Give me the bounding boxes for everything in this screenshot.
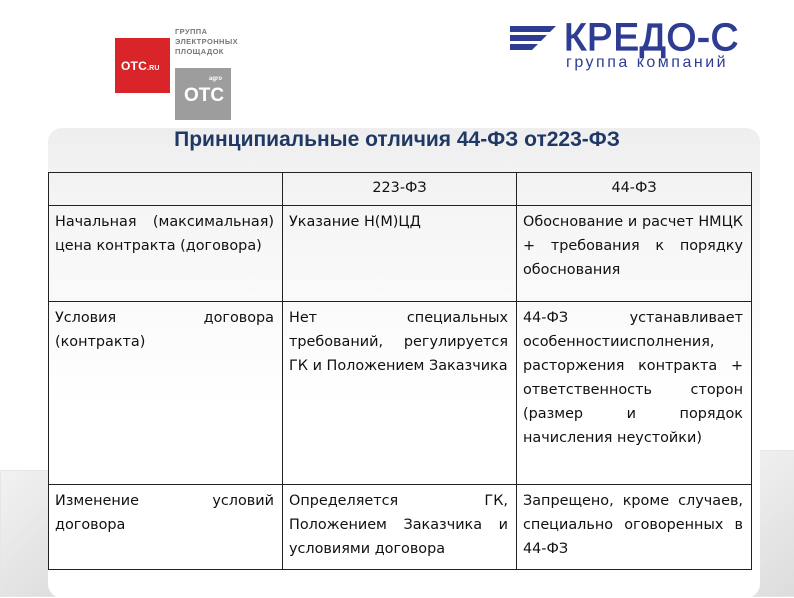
fz44-cell: Запрещено, кроме случаев, специально оговоренных в 44-ФЗ bbox=[517, 485, 752, 570]
fz44-cell: 44-ФЗ устанавливает особенностиисполнения, расторжения контракта + ответственность сторон (размер и порядок начисления неустойки) bbox=[517, 302, 752, 485]
kredo-logo bbox=[508, 16, 794, 72]
criterion-cell: Начальная (максимальная) цена контракта (договора) bbox=[49, 206, 283, 302]
kredo-mark-icon bbox=[510, 20, 564, 54]
table-row bbox=[49, 206, 752, 302]
criterion-cell: Условия договора (контракта) bbox=[49, 302, 283, 485]
slide-title: Принципиальные отличия 44-ФЗ от223-ФЗ bbox=[174, 128, 620, 151]
fz223-cell: Нет специальных требований, регулируется ГК и Положением Заказчика bbox=[283, 302, 517, 485]
header-cell-44: 44-ФЗ bbox=[517, 173, 752, 206]
kredo-wordmark: КРЕДО-С bbox=[564, 17, 740, 59]
fz223-cell: Указание Н(М)ЦД bbox=[283, 206, 517, 302]
criterion-cell: Изменение условий договора bbox=[49, 485, 283, 570]
table-row bbox=[49, 302, 752, 485]
comparison-table bbox=[48, 172, 752, 570]
table-header-row bbox=[49, 173, 752, 206]
table-row bbox=[49, 485, 752, 570]
header-cell-223: 223-ФЗ bbox=[283, 173, 517, 206]
fz44-cell: Обоснование и расчет НМЦК + требования к порядку обоснования bbox=[517, 206, 752, 302]
header-cell-empty bbox=[49, 173, 283, 206]
kredo-subtitle: группа компаний bbox=[566, 54, 729, 71]
otc-agro-logo: agro OTC bbox=[175, 68, 231, 120]
otc-logo-caption: ГРУППА ЭЛЕКТРОННЫХ ПЛОЩАДОК bbox=[175, 27, 238, 56]
fz223-cell: Определяется ГК, Положением Заказчика и условиями договора bbox=[283, 485, 517, 570]
otc-logo: OTC.RU bbox=[115, 38, 170, 93]
